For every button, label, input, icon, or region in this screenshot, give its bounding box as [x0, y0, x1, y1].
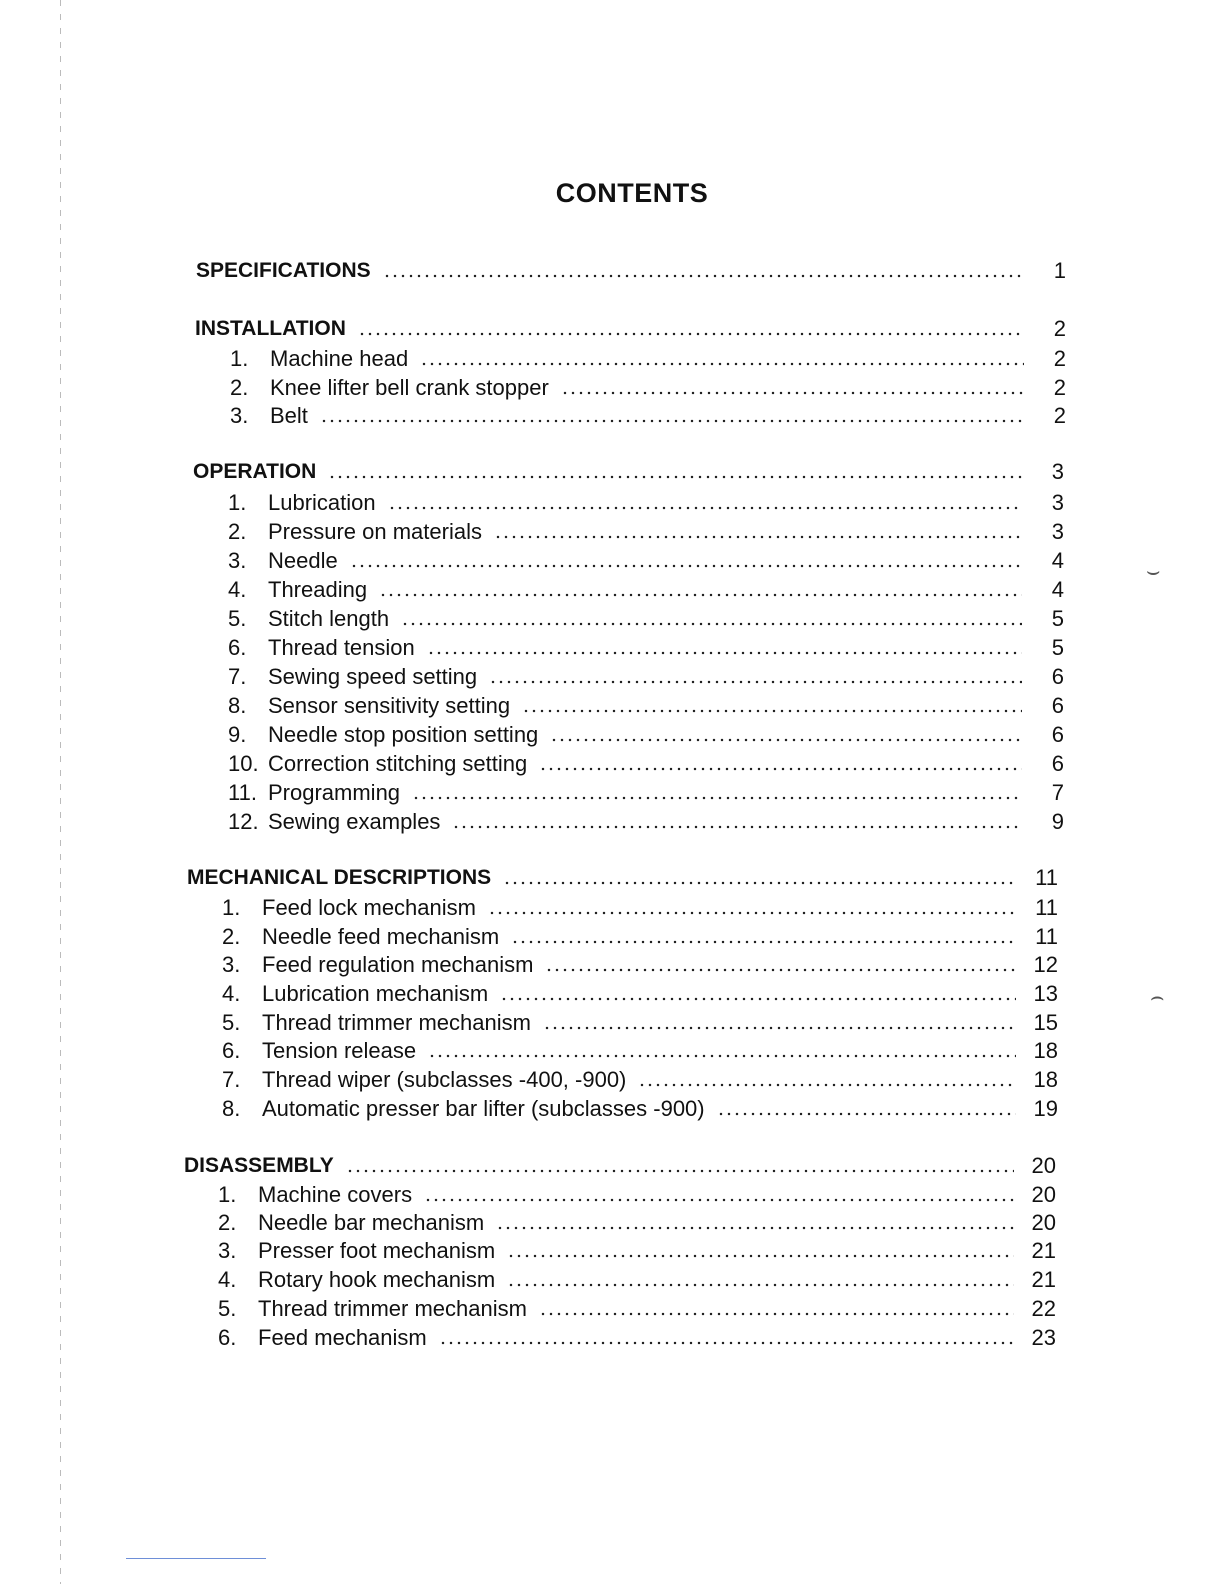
toc-page-number: 6	[1051, 751, 1064, 776]
dot-leader	[561, 391, 1024, 395]
toc-item-number: 2.	[218, 1210, 237, 1235]
dot-leader	[320, 419, 1024, 423]
toc-entry	[222, 1067, 1058, 1093]
dot-leader	[507, 1283, 1014, 1287]
toc-page-number: 20	[1031, 1182, 1056, 1207]
dot-leader	[328, 475, 1022, 479]
toc-section	[184, 1153, 1056, 1179]
toc-page-number: 6	[1051, 693, 1064, 718]
toc-entry	[222, 1010, 1058, 1036]
toc-page-number: 22	[1031, 1296, 1056, 1321]
toc-page-number: 5	[1051, 606, 1064, 631]
toc-page-number: 13	[1033, 981, 1058, 1006]
toc-entry	[228, 722, 1064, 748]
toc-item-number: 4.	[228, 577, 247, 602]
toc-entry	[218, 1238, 1056, 1264]
toc-item-number: 5.	[222, 1010, 241, 1035]
toc-entry	[228, 490, 1064, 516]
dot-leader	[388, 506, 1022, 510]
dot-leader	[358, 332, 1024, 336]
dot-leader	[350, 564, 1022, 568]
dot-leader	[401, 622, 1022, 626]
toc-item-number: 8.	[222, 1096, 241, 1121]
toc-page-number: 9	[1051, 809, 1064, 834]
toc-section	[187, 865, 1058, 891]
toc-entry	[218, 1210, 1056, 1236]
toc-entry	[218, 1325, 1056, 1351]
dot-leader	[439, 1341, 1014, 1345]
toc-page-number: 2	[1053, 346, 1066, 371]
scan-mark: ⌣	[1146, 558, 1161, 583]
dot-leader	[717, 1112, 1016, 1116]
toc-section-heading: MECHANICAL DESCRIPTIONS	[187, 866, 492, 889]
toc-item-label: Thread tension	[268, 635, 415, 660]
dot-leader	[346, 1169, 1014, 1173]
toc-entry	[222, 895, 1058, 921]
dot-leader	[522, 709, 1022, 713]
toc-page-number: 2	[1053, 403, 1066, 428]
toc-page-number: 7	[1051, 780, 1064, 805]
toc-page-number: 11	[1035, 865, 1058, 890]
toc-item-label: Lubrication	[268, 490, 376, 515]
toc-item-label: Automatic presser bar lifter (subclasses -900)	[262, 1096, 705, 1121]
toc-page-number: 5	[1051, 635, 1064, 660]
toc-section	[195, 316, 1066, 342]
toc-item-label: Presser foot mechanism	[258, 1238, 496, 1263]
dot-leader	[420, 362, 1024, 366]
dot-leader	[500, 997, 1016, 1001]
toc-item-number: 3.	[228, 548, 247, 573]
toc-item-number: 5.	[228, 606, 247, 631]
dot-leader	[383, 274, 1024, 278]
toc-item-label: Sensor sensitivity setting	[268, 693, 511, 718]
toc-item-label: Machine head	[270, 346, 409, 371]
dot-leader	[412, 796, 1022, 800]
toc-item-number: 2.	[230, 375, 249, 400]
toc-entry	[228, 809, 1064, 835]
toc-page-number: 20	[1031, 1210, 1056, 1235]
toc-entry	[228, 519, 1064, 545]
toc-item-label: Needle bar mechanism	[258, 1210, 485, 1235]
toc-page-number: 19	[1033, 1096, 1058, 1121]
toc-item-label: Feed regulation mechanism	[262, 952, 534, 977]
dot-leader	[539, 767, 1022, 771]
toc-page-number: 11	[1035, 924, 1058, 949]
toc-page-number: 3	[1051, 490, 1064, 515]
toc-page-number: 18	[1033, 1067, 1058, 1092]
toc-item-number: 2.	[228, 519, 247, 544]
toc-entry	[228, 693, 1064, 719]
toc-page-number: 11	[1035, 895, 1058, 920]
dot-leader	[488, 911, 1016, 915]
dot-leader	[511, 940, 1016, 944]
toc-item-label: Thread trimmer mechanism	[262, 1010, 531, 1035]
toc-item-number: 3.	[230, 403, 249, 428]
toc-item-label: Knee lifter bell crank stopper	[270, 375, 549, 400]
toc-item-label: Pressure on materials	[268, 519, 482, 544]
toc-item-label: Sewing examples	[268, 809, 441, 834]
dot-leader	[638, 1083, 1016, 1087]
dot-leader	[507, 1254, 1014, 1258]
toc-item-label: Sewing speed setting	[268, 664, 478, 689]
dot-leader	[503, 881, 1016, 885]
toc-page-number: 4	[1051, 577, 1064, 602]
toc-entry	[228, 635, 1064, 661]
toc-entry	[218, 1296, 1056, 1322]
toc-item-label: Threading	[268, 577, 368, 602]
toc-entry	[218, 1182, 1056, 1208]
toc-page-number: 3	[1051, 519, 1064, 544]
toc-page-number: 23	[1031, 1325, 1056, 1350]
toc-item-number: 5.	[218, 1296, 237, 1321]
toc-item-number: 3.	[222, 952, 241, 977]
toc-item-number: 1.	[218, 1182, 237, 1207]
toc-item-label: Thread wiper (subclasses -400, -900)	[262, 1067, 627, 1092]
toc-page-number: 3	[1051, 459, 1064, 484]
toc-item-label: Feed lock mechanism	[262, 895, 476, 920]
toc-page-number: 6	[1051, 664, 1064, 689]
toc-entry	[228, 751, 1064, 777]
toc-page-number: 4	[1051, 548, 1064, 573]
toc-item-number: 8.	[228, 693, 247, 718]
toc-entry	[230, 346, 1066, 372]
toc-item-number: 6.	[228, 635, 247, 660]
toc-section-heading: INSTALLATION	[195, 317, 346, 340]
toc-entry	[222, 924, 1058, 950]
toc-page-number: 2	[1053, 375, 1066, 400]
toc-entry	[228, 664, 1064, 690]
toc-item-label: Needle stop position setting	[268, 722, 539, 747]
dot-leader	[452, 825, 1022, 829]
toc-item-label: Belt	[270, 403, 308, 428]
toc-item-label: Tension release	[262, 1038, 417, 1063]
toc-item-label: Machine covers	[258, 1182, 413, 1207]
toc-section-heading: DISASSEMBLY	[184, 1154, 334, 1177]
toc-item-label: Needle feed mechanism	[262, 924, 500, 949]
dot-leader	[424, 1198, 1014, 1202]
toc-item-number: 9.	[228, 722, 247, 747]
toc-item-number: 12.	[228, 809, 259, 834]
toc-item-number: 10.	[228, 751, 259, 776]
toc-item-number: 6.	[222, 1038, 241, 1063]
toc-item-number: 4.	[218, 1267, 237, 1292]
toc-entry	[222, 952, 1058, 978]
page-title: CONTENTS	[555, 178, 709, 208]
toc-item-number: 7.	[228, 664, 247, 689]
dot-leader	[494, 535, 1022, 539]
toc-page-number: 21	[1031, 1267, 1056, 1292]
toc-entry	[230, 375, 1066, 401]
toc-entry	[222, 981, 1058, 1007]
toc-entry	[228, 606, 1064, 632]
toc-section-heading: OPERATION	[193, 460, 317, 483]
toc-page-number: 12	[1033, 952, 1058, 977]
scan-mark: ⌢	[1150, 984, 1165, 1009]
dot-leader	[428, 1054, 1016, 1058]
toc-page-number: 2	[1053, 316, 1066, 341]
toc-item-number: 1.	[230, 346, 249, 371]
toc-entry	[228, 577, 1064, 603]
toc-item-number: 6.	[218, 1325, 237, 1350]
toc-entry	[218, 1267, 1056, 1293]
toc-item-label: Stitch length	[268, 606, 390, 631]
dot-leader	[550, 738, 1022, 742]
toc-page-number: 20	[1031, 1153, 1056, 1178]
toc-page-number: 1	[1053, 258, 1066, 283]
toc-entry	[228, 780, 1064, 806]
dot-leader	[496, 1226, 1014, 1230]
toc-item-label: Feed mechanism	[258, 1325, 427, 1350]
dot-leader	[379, 593, 1022, 597]
toc-item-number: 2.	[222, 924, 241, 949]
toc-entry	[230, 403, 1066, 429]
toc-section-heading: SPECIFICATIONS	[196, 259, 371, 282]
dot-leader	[543, 1026, 1016, 1030]
toc-item-number: 4.	[222, 981, 241, 1006]
toc-item-label: Lubrication mechanism	[262, 981, 489, 1006]
toc-item-label: Correction stitching setting	[268, 751, 528, 776]
toc-item-label: Thread trimmer mechanism	[258, 1296, 527, 1321]
toc-item-number: 1.	[222, 895, 241, 920]
toc-section	[193, 459, 1064, 485]
toc-item-number: 1.	[228, 490, 247, 515]
toc-entry	[222, 1096, 1058, 1122]
toc-item-label: Rotary hook mechanism	[258, 1267, 496, 1292]
toc-page-number: 15	[1033, 1010, 1058, 1035]
dot-leader	[427, 651, 1022, 655]
toc-section	[196, 258, 1066, 284]
toc-item-number: 3.	[218, 1238, 237, 1263]
toc-page-number: 6	[1051, 722, 1064, 747]
toc-item-number: 7.	[222, 1067, 241, 1092]
toc-item-number: 11.	[228, 780, 257, 805]
toc-entry	[222, 1038, 1058, 1064]
toc-entry	[228, 548, 1064, 574]
toc-page-number: 21	[1031, 1238, 1056, 1263]
toc-page-number: 18	[1033, 1038, 1058, 1063]
dot-leader	[539, 1312, 1014, 1316]
dot-leader	[545, 968, 1016, 972]
toc-item-label: Programming	[268, 780, 401, 805]
dot-leader	[489, 680, 1022, 684]
toc-item-label: Needle	[268, 548, 338, 573]
